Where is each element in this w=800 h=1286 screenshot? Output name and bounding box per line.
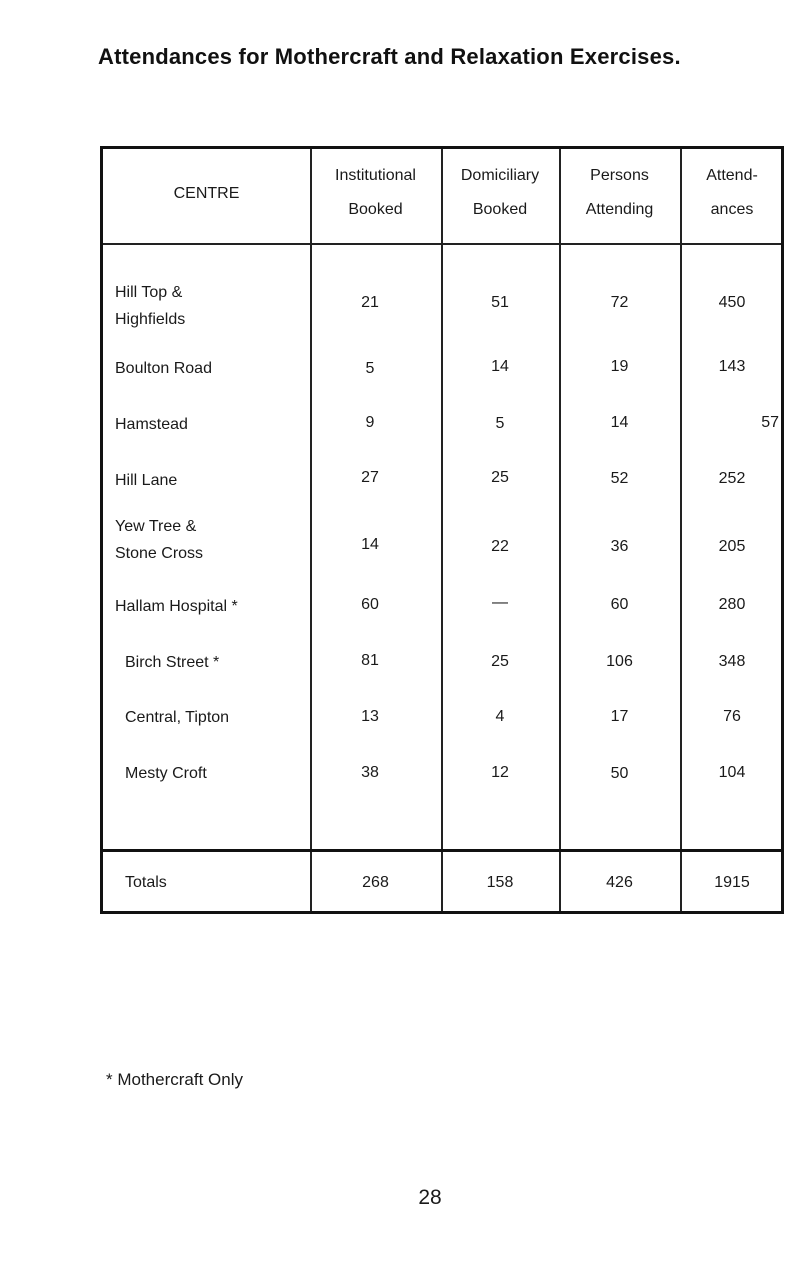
table-cell-attendances: 57: [761, 414, 779, 431]
table-cell-attendances: 143: [718, 358, 746, 375]
table-cell-persons: 14: [610, 414, 629, 431]
table-cell-attendances: 348: [718, 653, 746, 670]
table-cell-attendances: 76: [723, 708, 741, 725]
table-row-centre: Central, Tipton: [125, 709, 230, 726]
header-persons-line2: Attending: [585, 201, 654, 218]
table-row-centre: Hamstead: [115, 416, 188, 433]
totals-institutional: 268: [362, 874, 389, 891]
totals-label: Totals: [125, 874, 167, 891]
table-cell-attendances: 280: [718, 596, 746, 613]
column-divider: [310, 149, 312, 911]
table-cell-attendances: 104: [718, 764, 746, 781]
attendance-table: [100, 146, 784, 914]
table-cell-institutional: 27: [361, 469, 379, 486]
table-cell-persons: 60: [610, 596, 629, 613]
table-row-centre-line1: Hill Top &: [115, 284, 183, 301]
table-row-centre: Boulton Road: [115, 360, 212, 377]
table-row-centre-line2: Stone Cross: [115, 545, 204, 562]
table-cell-attendances: 205: [718, 538, 746, 555]
table-row-centre: Mesty Croft: [125, 765, 207, 782]
table-cell-institutional: 21: [361, 294, 379, 311]
header-institutional-line1: Institutional: [335, 167, 416, 184]
table-cell-persons: 72: [610, 294, 629, 311]
table-cell-persons: 52: [610, 470, 629, 487]
table-cell-persons: 17: [610, 708, 629, 725]
header-institutional-line2: Booked: [348, 201, 403, 218]
column-divider: [680, 149, 682, 911]
header-persons-line1: Persons: [590, 167, 649, 184]
footnote: * Mothercraft Only: [106, 1070, 243, 1089]
column-divider: [441, 149, 443, 911]
header-attendances-line2: ances: [710, 201, 754, 218]
column-divider: [559, 149, 561, 911]
table-cell-domiciliary: 51: [491, 294, 509, 311]
table-row-centre-line2: Highfields: [115, 311, 186, 328]
totals-attendances: 1915: [714, 874, 750, 891]
table-cell-persons: 36: [610, 538, 629, 555]
table-cell-persons: 50: [610, 765, 629, 782]
table-cell-domiciliary: 12: [491, 764, 509, 781]
table-cell-institutional: 81: [361, 652, 379, 669]
header-domiciliary-line2: Booked: [472, 201, 528, 218]
table-cell-domiciliary: 4: [495, 708, 505, 725]
table-row-centre-line1: Yew Tree &: [115, 518, 197, 535]
table-cell-persons: 106: [606, 653, 633, 670]
header-attendances-line1: Attend-: [706, 167, 758, 184]
table-cell-domiciliary: 25: [491, 653, 509, 670]
table-cell-attendances: 450: [718, 294, 746, 311]
header-divider: [103, 243, 781, 245]
table-cell-domiciliary: 14: [491, 358, 509, 375]
table-cell-institutional: 38: [361, 764, 379, 781]
table-cell-institutional: 5: [365, 360, 375, 377]
table-cell-institutional: 60: [361, 596, 379, 613]
table-row-centre: Hallam Hospital *: [115, 598, 238, 615]
table-cell-institutional: 13: [361, 708, 379, 725]
table-cell-persons: 19: [610, 358, 629, 375]
table-cell-domiciliary: —: [492, 594, 508, 611]
page-number: 28: [418, 1186, 442, 1209]
header-centre: CENTRE: [173, 185, 240, 202]
table-row-centre: Hill Lane: [115, 472, 178, 489]
totals-divider: [103, 849, 781, 852]
table-cell-attendances: 252: [718, 470, 746, 487]
page-title: Attendances for Mothercraft and Relaxation Exercises.: [98, 44, 681, 69]
table-cell-domiciliary: 25: [491, 469, 509, 486]
table-row-centre: Birch Street *: [125, 654, 220, 671]
table-cell-domiciliary: 22: [491, 538, 509, 555]
table-cell-institutional: 14: [361, 536, 379, 553]
table-cell-institutional: 9: [365, 414, 375, 431]
totals-persons: 426: [606, 874, 633, 891]
totals-domiciliary: 158: [486, 874, 514, 891]
table-cell-domiciliary: 5: [495, 415, 505, 432]
header-domiciliary-line1: Domiciliary: [460, 167, 540, 184]
